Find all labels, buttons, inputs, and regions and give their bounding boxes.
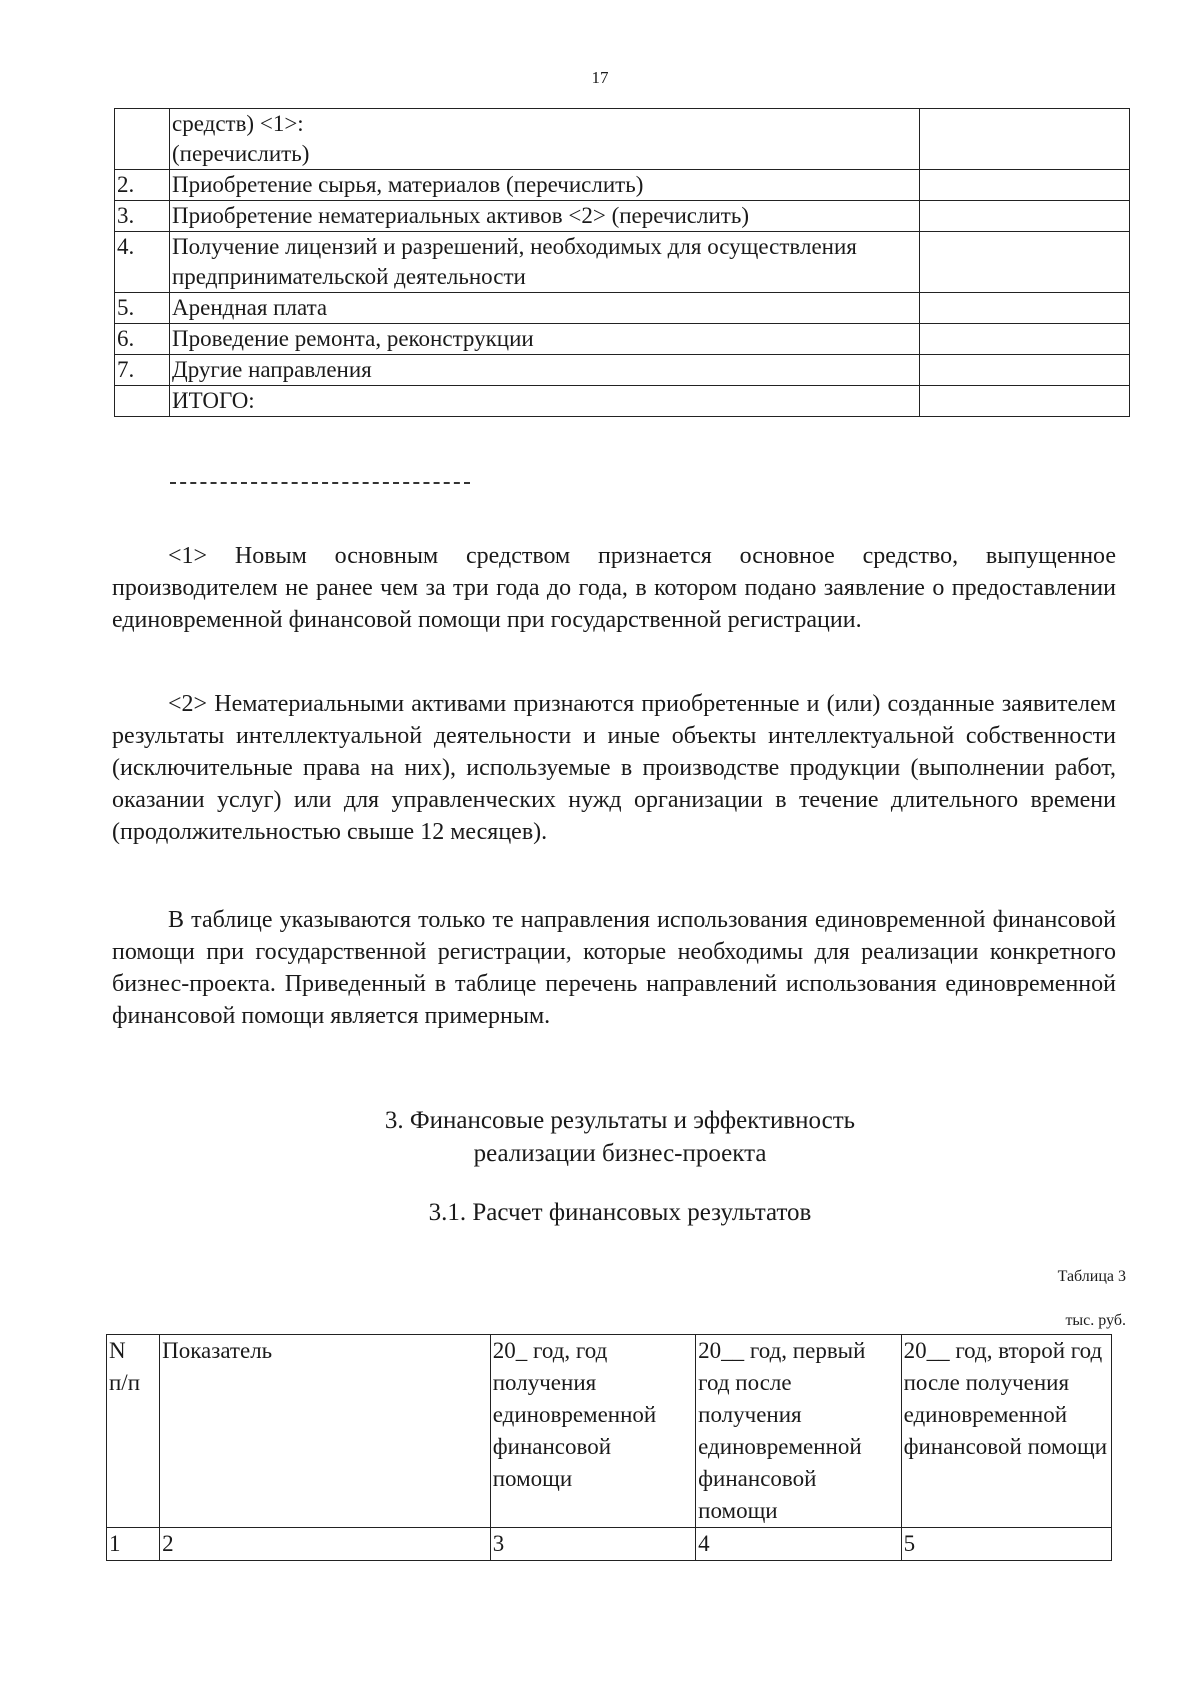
section-title [0, 1104, 1200, 1170]
expense-row-description: Получение лицензий и разрешений, необходимых для осуществления предпринимательской деятельности [170, 232, 920, 293]
expense-row-number [115, 109, 170, 170]
column-number: 5 [901, 1528, 1111, 1561]
expense-row [115, 201, 1130, 232]
expense-row-description: Арендная плата [170, 293, 920, 324]
footnote-1: <1> Новым основным средством признается основное средство, выпущенное производителем не ранее чем за три года до года, в котором подано заявление о предоставлении единовременной финансовой помощи при государственной регистрации. [112, 543, 1116, 633]
expense-row-description: ИТОГО: [170, 386, 920, 417]
units-label: тыс. руб. [1065, 1312, 1126, 1329]
header-cell-year-0: 20_ год, год получения единовременной финансовой помощи [490, 1335, 695, 1528]
table-3-header-row [107, 1335, 1112, 1528]
expense-row-amount [920, 293, 1130, 324]
expense-row-number: 7. [115, 355, 170, 386]
expense-row-amount [920, 232, 1130, 293]
subsection-title: 3.1. Расчет финансовых результатов [428, 1199, 812, 1226]
table-note: В таблице указываются только те направления использования единовременной финансовой помощи при государственной регистрации, которые необходимы для реализации конкретного бизнес-проекта. Приведенный в таблице перечень направлений использования единовременной финансовой помощи является примерным. [112, 907, 1116, 1029]
expense-row-number: 5. [115, 293, 170, 324]
page-number: 17 [591, 68, 609, 87]
expense-row-amount [920, 324, 1130, 355]
header-cell-indicator: Показатель [160, 1335, 491, 1528]
footnote-separator [170, 482, 470, 484]
table-label: Таблица 3 [1057, 1268, 1126, 1285]
table-3-numbering-row [107, 1528, 1112, 1561]
expense-row-number: 4. [115, 232, 170, 293]
column-number: 4 [696, 1528, 901, 1561]
expense-row-number: 6. [115, 324, 170, 355]
footnote-2: <2> Нематериальными активами признаются приобретенные и (или) созданные заявителем результаты интеллектуальной деятельности и иные объекты интеллектуальной собственности (исключительные права на них), используемые в производстве продукции (выполнении работ, оказании услуг) или для управленческих нужд организации в течение длительного времени (продолжительностью свыше 12 месяцев). [112, 691, 1116, 845]
expenses-table [114, 108, 1130, 417]
expense-row [115, 293, 1130, 324]
expense-row [115, 386, 1130, 417]
expense-row [115, 232, 1130, 293]
expense-row [115, 109, 1130, 170]
column-number: 1 [107, 1528, 160, 1561]
expense-row-description: средств) <1>: (перечислить) [170, 109, 920, 170]
expense-row-number: 3. [115, 201, 170, 232]
expense-row-amount [920, 170, 1130, 201]
expense-row [115, 324, 1130, 355]
expense-row-amount [920, 355, 1130, 386]
expense-row-description: Проведение ремонта, реконструкции [170, 324, 920, 355]
header-cell-year-1: 20__ год, первый год после получения единовременной финансовой помощи [696, 1335, 901, 1528]
expense-row [115, 355, 1130, 386]
expense-row-amount [920, 386, 1130, 417]
expense-row-number [115, 386, 170, 417]
column-number: 2 [160, 1528, 491, 1561]
financial-results-table [106, 1334, 1112, 1561]
expense-row-description: Приобретение нематериальных активов <2> (перечислить) [170, 201, 920, 232]
section-title-line-1: 3. Финансовые результаты и эффективность [384, 1107, 856, 1134]
expense-row-description: Другие направления [170, 355, 920, 386]
expense-row-number: 2. [115, 170, 170, 201]
expense-row-amount [920, 201, 1130, 232]
section-title-line-2: реализации бизнес-проекта [473, 1140, 767, 1167]
expense-row [115, 170, 1130, 201]
header-cell-num: N п/п [107, 1335, 160, 1528]
header-cell-year-2: 20__ год, второй год после получения единовременной финансовой помощи [901, 1335, 1111, 1528]
expense-row-amount [920, 109, 1130, 170]
expense-row-description: Приобретение сырья, материалов (перечислить) [170, 170, 920, 201]
column-number: 3 [490, 1528, 695, 1561]
